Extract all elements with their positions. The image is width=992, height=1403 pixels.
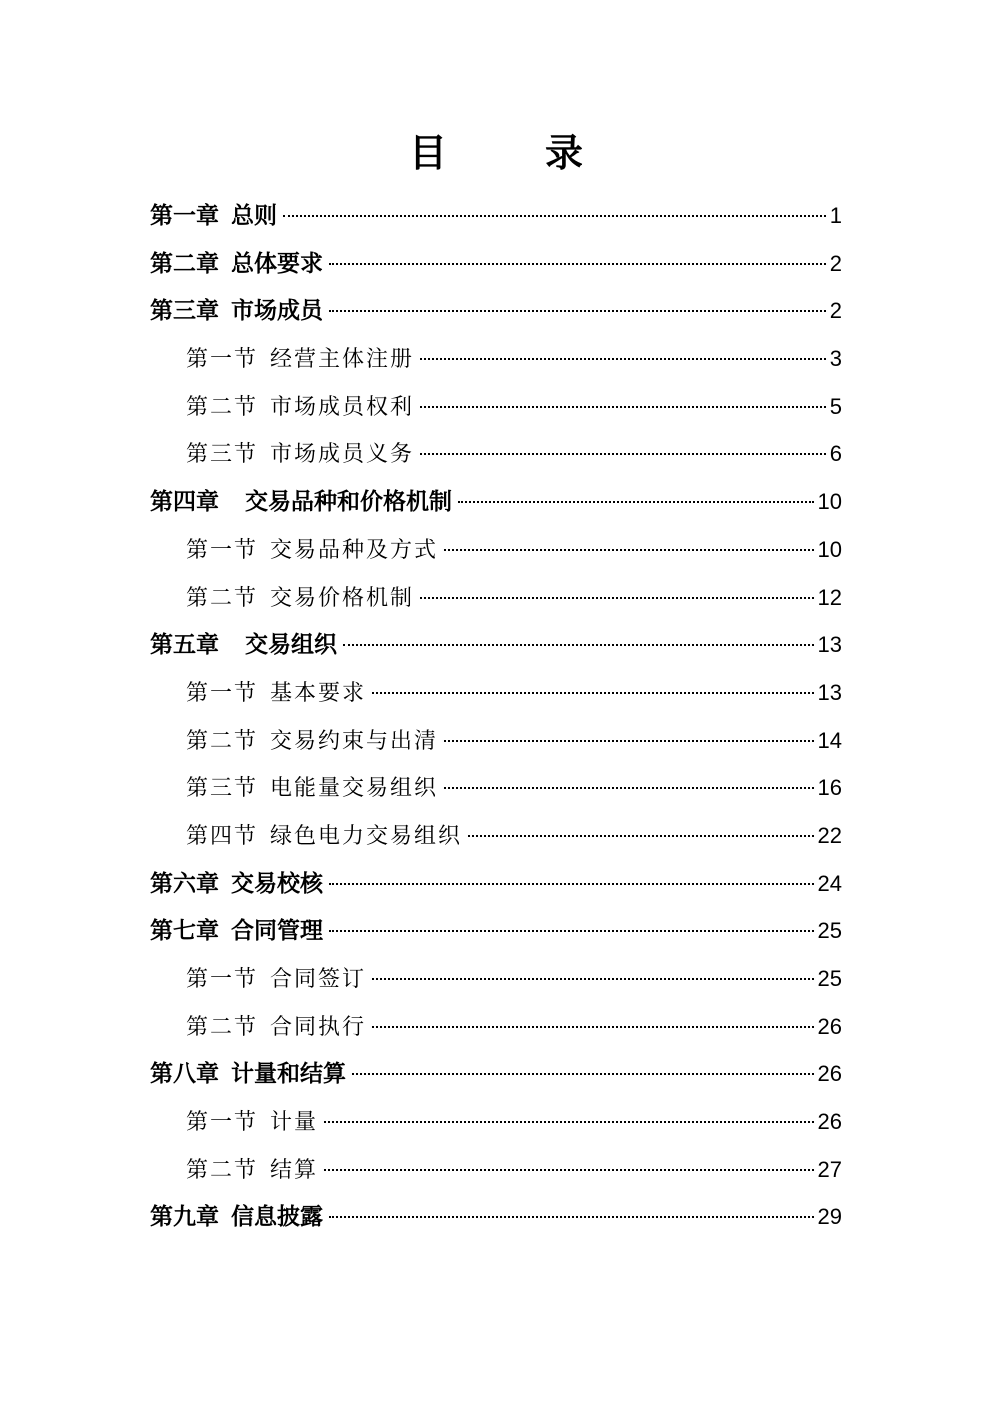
page-number: 26 [817,1109,842,1135]
toc-title: 目 录 [408,130,613,175]
toc-entry-section-3-2[interactable] [150,383,842,431]
toc-entry-label [150,861,323,909]
toc-entry-label [150,193,277,241]
toc-entry-chapter-1[interactable] [150,192,842,240]
page-number: 12 [817,584,842,610]
toc-entry-chapter-9[interactable] [150,1193,842,1241]
toc-entry-section-3-1[interactable] [150,335,842,383]
section-number: 第三节 [186,776,259,802]
section-title: 合同执行 [270,1014,367,1040]
toc-entry-section-7-2[interactable] [150,1003,842,1051]
page-number: 2 [829,298,842,324]
section-number: 第二节 [186,394,259,420]
toc-entry-label [186,384,414,432]
dot-leader [372,1026,813,1028]
section-title: 经营主体注册 [270,347,415,373]
toc-entry-label [186,575,414,623]
chapter-number: 第五章 [150,632,219,659]
toc-entry-section-4-1[interactable] [150,526,842,574]
section-number: 第二节 [186,728,259,754]
toc-entry-chapter-2[interactable] [150,240,842,288]
toc-entry-label [186,336,414,384]
dot-leader [343,644,814,646]
chapter-title: 总则 [231,203,277,229]
toc-entry-label [150,288,323,336]
table-of-contents [150,192,842,1241]
toc-entry-section-5-2[interactable] [150,717,842,765]
dot-leader [329,1216,814,1218]
section-title: 交易价格机制 [270,585,415,611]
chapter-title: 计量和结算 [231,1061,346,1088]
chapter-number: 第八章 [150,1061,219,1088]
toc-entry-label [186,1147,318,1195]
toc-entry-section-5-1[interactable] [150,669,842,717]
chapter-title: 信息披露 [231,1204,323,1231]
section-title: 市场成员义务 [270,442,415,468]
chapter-number: 第六章 [150,870,219,897]
toc-entry-label [150,908,323,956]
toc-entry-section-4-2[interactable] [150,574,842,622]
page-number: 5 [829,393,842,419]
page-number: 2 [829,250,842,276]
page-number: 13 [817,679,842,705]
page-number: 6 [829,441,842,467]
chapter-number: 第四章 [150,489,219,516]
chapter-number: 第二章 [150,250,219,277]
section-number: 第三节 [186,442,259,468]
dot-leader [372,692,813,694]
page-number: 22 [817,822,842,848]
dot-leader [329,310,826,312]
section-title: 计量 [270,1110,319,1136]
section-number: 第一节 [186,1110,259,1136]
section-title: 交易约束与出清 [270,728,439,754]
toc-entry-section-5-3[interactable] [150,764,842,812]
toc-entry-section-8-2[interactable] [150,1146,842,1194]
section-number: 第二节 [186,1157,259,1183]
section-title: 市场成员权利 [270,394,415,420]
toc-entry-label [150,479,452,527]
chapter-number: 第九章 [150,1204,219,1231]
dot-leader [329,930,814,932]
section-number: 第四节 [186,823,259,849]
section-number: 第一节 [186,537,259,563]
page-number: 14 [817,727,842,753]
page-number: 10 [817,536,842,562]
toc-entry-label [186,431,414,479]
toc-entry-section-8-1[interactable] [150,1098,842,1146]
toc-entry-label [186,1099,318,1147]
dot-leader [420,358,826,360]
page-number: 25 [817,966,842,991]
dot-leader [324,1169,813,1171]
page-number: 29 [817,1204,842,1230]
chapter-title: 交易品种和价格机制 [245,489,452,516]
toc-entry-label [186,527,438,575]
page-number: 26 [817,1013,842,1039]
toc-entry-chapter-6[interactable] [150,860,842,908]
page-number: 16 [817,775,842,801]
dot-leader [324,1121,813,1123]
chapter-title: 市场成员 [231,298,323,325]
toc-entry-label [186,765,438,813]
dot-leader [444,740,813,742]
section-title: 交易品种及方式 [270,537,439,563]
dot-leader [444,787,813,789]
section-number: 第一节 [186,347,259,373]
chapter-number: 第三章 [150,298,219,325]
page-number: 25 [817,918,842,944]
page-number: 24 [817,870,842,896]
section-title: 基本要求 [270,680,367,706]
toc-entry-label [186,956,366,1004]
toc-entry-section-3-3[interactable] [150,430,842,478]
section-number: 第一节 [186,680,259,706]
section-number: 第一节 [186,967,259,992]
chapter-number: 第一章 [150,203,219,229]
chapter-title: 交易组织 [245,632,337,659]
dot-leader [283,215,826,217]
dot-leader [420,406,826,408]
page-number: 1 [829,203,842,228]
toc-entry-label [186,718,438,766]
dot-leader [468,835,813,837]
section-number: 第二节 [186,585,259,611]
page-number: 27 [817,1156,842,1182]
toc-entry-label [150,1051,346,1099]
page-number: 13 [817,632,842,658]
toc-entry-label [150,1194,323,1242]
toc-entry-section-5-4[interactable] [150,812,842,860]
toc-entry-label [150,241,323,289]
section-title: 结算 [270,1157,319,1183]
section-number: 第二节 [186,1014,259,1040]
chapter-title: 合同管理 [231,918,323,945]
toc-entry-chapter-4[interactable] [150,478,842,526]
dot-leader [352,1073,814,1075]
section-title: 绿色电力交易组织 [270,823,463,849]
section-title: 合同签订 [270,967,367,992]
toc-entry-chapter-5[interactable] [150,621,842,669]
toc-entry-chapter-7[interactable] [150,907,842,955]
dot-leader [420,453,826,455]
toc-entry-chapter-8[interactable] [150,1050,842,1098]
toc-entry-section-7-1[interactable] [150,955,842,1003]
chapter-number: 第七章 [150,918,219,945]
toc-entry-chapter-3[interactable] [150,287,842,335]
chapter-title: 总体要求 [231,250,323,277]
dot-leader [420,597,813,599]
section-title: 电能量交易组织 [270,776,439,802]
dot-leader [444,549,813,551]
toc-entry-label [186,1004,366,1052]
dot-leader [329,883,814,885]
dot-leader [372,978,813,980]
dot-leader [458,501,814,503]
page-number: 26 [817,1061,842,1087]
page-number: 3 [829,346,842,372]
toc-entry-label [150,622,337,670]
page-number: 10 [817,489,842,515]
toc-entry-label [186,813,462,861]
dot-leader [329,263,826,265]
chapter-title: 交易校核 [231,870,323,897]
toc-entry-label [186,670,366,718]
